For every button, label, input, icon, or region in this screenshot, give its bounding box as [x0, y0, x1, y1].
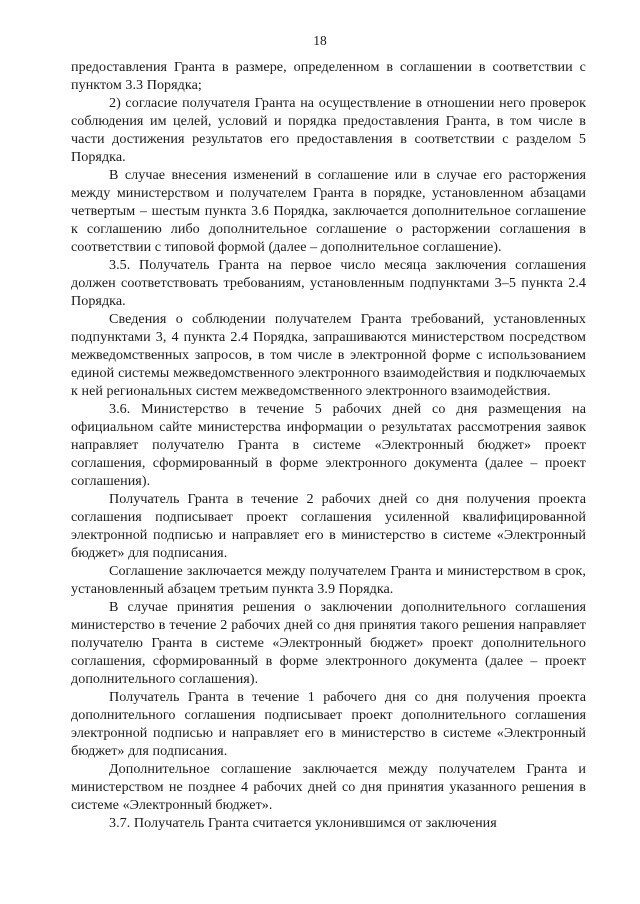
paragraph: Получатель Гранта в течение 2 рабочих дней со дня получения проекта соглашения подписывает проект соглашения усиленной квалифицированной электронной подписью и направляет его в министерство в системе «Электронный бюджет» для подписания. [71, 491, 586, 561]
paragraph: 3.7. Получатель Гранта считается уклонившимся от заключения [109, 815, 497, 831]
paragraph: В случае принятия решения о заключении дополнительного соглашения министерство в течение 2 рабочих дней со дня принятия такого решения направляет получателю Гранта в системе «Электронный бюджет» проект дополнительного соглашения, сформированный в форме электронного документа (далее – проект дополнительного соглашения). [71, 599, 586, 687]
paragraph: Получатель Гранта в течение 1 рабочего дня со дня получения проекта дополнительного соглашения подписывает проект дополнительного соглашения электронной подписью и направляет его в министерство в системе «Электронный бюджет» для подписания. [71, 689, 586, 759]
document-body [71, 58, 586, 832]
paragraph: 3.5. Получатель Гранта на первое число месяца заключения соглашения должен соответствовать требованиям, установленным подпунктами 3–5 пункта 2.4 Порядка. [71, 257, 586, 309]
paragraph: Дополнительное соглашение заключается между получателем Гранта и министерством не позднее 4 рабочих дней со дня принятия указанного решения в системе «Электронный бюджет». [71, 761, 586, 813]
page-number: 18 [313, 33, 327, 48]
paragraph: 3.6. Министерство в течение 5 рабочих дней со дня размещения на официальном сайте министерства информации о результатах рассмотрения заявок направляет получателю Гранта в системе «Электронный бюджет» проект соглашения, сформированный в форме электронного документа (далее – проект соглашения). [71, 401, 586, 489]
paragraph: Сведения о соблюдении получателем Гранта требований, установленных подпунктами 3, 4 пункта 2.4 Порядка, запрашиваются министерством посредством межведомственных запросов, в том числе в электронной форме с использованием единой системы межведомственного электронного взаимодействия и подключаемых к ней региональных систем межведомственного электронного взаимодействия. [71, 311, 586, 399]
paragraph: 2) согласие получателя Гранта на осуществление в отношении него проверок соблюдения им целей, условий и порядка предоставления Гранта, в том числе в части достижения результатов его предоставления в соответствии с разделом 5 Порядка. [71, 95, 586, 165]
paragraph: Соглашение заключается между получателем Гранта и министерством в срок, установленный абзацем третьим пункта 3.9 Порядка. [71, 563, 586, 597]
paragraph: В случае внесения изменений в соглашение или в случае его расторжения между министерством и получателем Гранта в порядке, установленном абзацами четвертым – шестым пункта 3.6 Порядка, заключается дополнительное соглашение к соглашению либо дополнительное соглашение о расторжении соглашения в соответствии с типовой формой (далее – дополнительное соглашение). [71, 167, 586, 255]
paragraph: предоставления Гранта в размере, определенном в соглашении в соответствии с пунктом 3.3 Порядка; [71, 59, 586, 93]
